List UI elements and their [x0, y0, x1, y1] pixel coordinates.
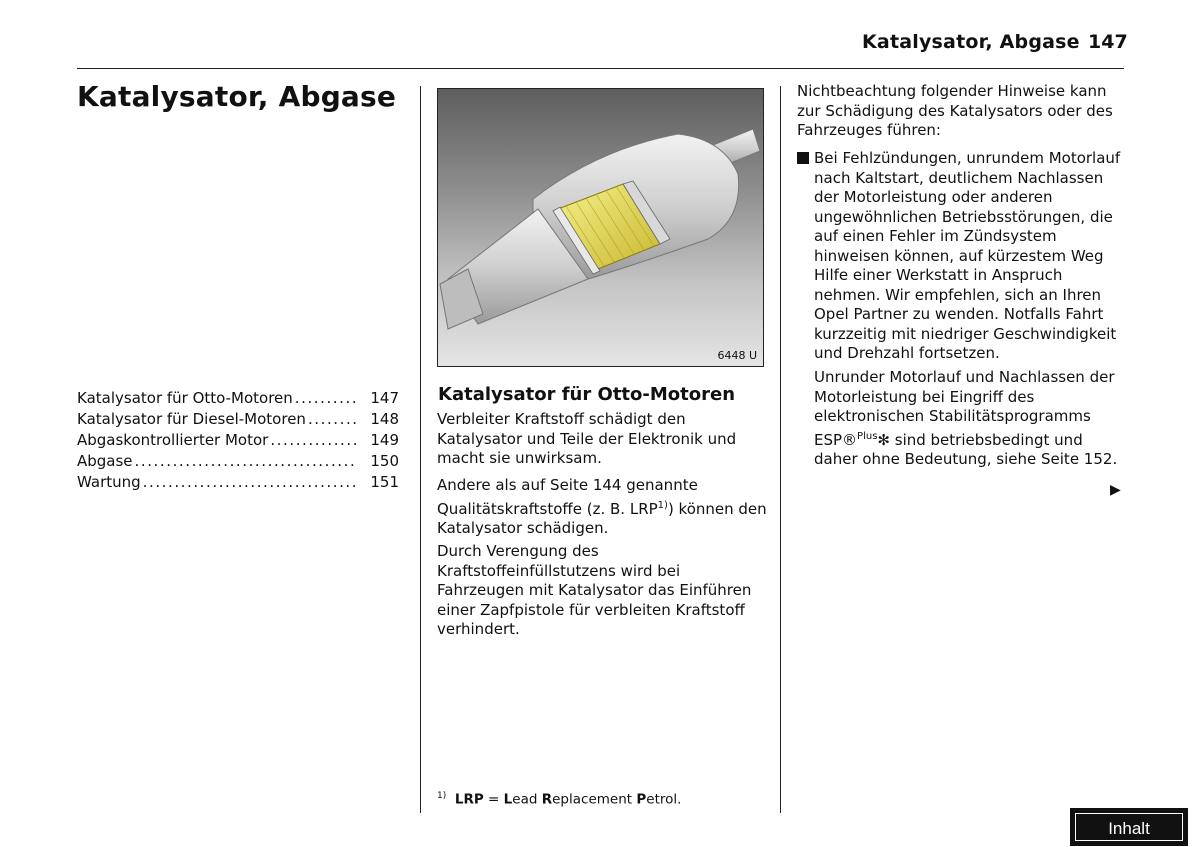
warning-bullet-text: Bei Fehlzündungen, unrundem Motorlauf nach Kaltstart, deutlichem Nachlassen der Motorleistung oder anderen ungewöhnlichen Betriebsstörungen, die auf einen Fehler im Zündsystem hinweisen können, auf kürzestem Weg Hilfe einer Werkstatt in Anspruch nehmen. Wir empfehlen, sich an Ihren Opel Partner zu wenden. Notfalls Fahrt kurzzeitig mit niedriger Geschwindigkeit und Drehzahl fortsetzen.: [814, 149, 1121, 362]
toc-item-page: 147: [370, 389, 399, 407]
section-paragraph: Verbleiter Kraftstoff schädigt den Katalysator und Teile der Elektronik und macht sie unwirksam.: [437, 410, 737, 467]
column-divider-right: [780, 86, 781, 813]
footnote-text: ead: [512, 791, 542, 808]
toc-item-page: 149: [370, 431, 399, 449]
paragraph-text: Andere als auf Seite 144 genannte Qualitätskraftstoffe (z. B. LRP: [437, 476, 698, 518]
footnote: [437, 791, 681, 808]
footnote-letter: L: [503, 791, 513, 808]
toc-leader-dots: [308, 409, 357, 430]
paragraph-text: ) können den Katalysator schädigen.: [437, 499, 767, 537]
page-number: 147: [1088, 31, 1128, 53]
toc-leader-dots: [135, 451, 357, 472]
warning-intro: Nichtbeachtung folgender Hinweise kann zur Schädigung des Katalysators oder des Fahrzeuges führen:: [797, 82, 1113, 139]
toc-item-label: Katalysator für Diesel-Motoren: [77, 410, 306, 428]
toc-leader-dots: [270, 430, 357, 451]
figure-label: 6448 U: [717, 349, 757, 362]
running-header-title: Katalysator, Abgase: [862, 31, 1080, 53]
toc-item-label: Wartung: [77, 473, 141, 491]
inhalt-button[interactable]: [1070, 808, 1188, 846]
header-rule: [77, 68, 1124, 69]
toc-item-label: Katalysator für Otto-Motoren: [77, 389, 293, 407]
section-paragraph: Durch Verengung des Kraftstoffeinfüllstutzens wird bei Fahrzeugen mit Katalysator das Einführen einer Zapfpistole für verbleiten Kraftstoff verhindert.: [437, 542, 752, 638]
esp-asterisk-icon: ✻: [877, 430, 890, 449]
footnote-term: LRP: [454, 791, 484, 808]
section-paragraph: [437, 476, 767, 539]
bullet-square-icon: [797, 152, 809, 164]
toc-item[interactable]: [77, 388, 399, 409]
footnote-letter: R: [541, 791, 553, 808]
toc-item-page: 150: [370, 452, 399, 470]
table-of-contents: [77, 388, 399, 493]
toc-leader-dots: [295, 388, 357, 409]
page-title: Katalysator, Abgase: [77, 80, 397, 113]
footnote-reference[interactable]: 1): [657, 499, 668, 511]
toc-item[interactable]: [77, 451, 399, 472]
esp-plus-superscript: Plus: [857, 430, 878, 442]
toc-item[interactable]: [77, 472, 399, 493]
paragraph-text: Unrunder Motorlauf und Nachlassen der Motorleistung bei Eingriff des elektronischen Stabilitätsprogramms ESP®: [814, 368, 1115, 449]
toc-item[interactable]: [77, 430, 399, 451]
triangle-right-icon: ▶: [1110, 482, 1121, 498]
toc-item-page: 151: [370, 473, 399, 491]
footnote-letter: P: [636, 791, 647, 808]
toc-leader-dots: [143, 472, 357, 493]
column-divider-left: [420, 86, 421, 813]
footnote-text: etrol.: [646, 791, 682, 808]
inhalt-button-label: Inhalt: [1075, 813, 1183, 841]
toc-item-page: 148: [370, 410, 399, 428]
esp-paragraph: [814, 368, 1126, 470]
catalytic-converter-drawing: [438, 89, 764, 367]
toc-item-label: Abgase: [77, 452, 133, 470]
toc-item-label: Abgaskontrollierter Motor: [77, 431, 269, 449]
section-heading: Katalysator für Otto-Motoren: [438, 384, 736, 405]
footnote-text: eplacement: [552, 791, 637, 808]
footnote-eq: =: [483, 791, 504, 808]
footnote-mark: 1): [437, 791, 447, 801]
paragraph-text: sind betriebsbedingt und daher ohne Bedeutung, siehe Seite 152.: [814, 430, 1118, 468]
catalytic-converter-illustration: [437, 88, 764, 367]
toc-item[interactable]: [77, 409, 399, 430]
